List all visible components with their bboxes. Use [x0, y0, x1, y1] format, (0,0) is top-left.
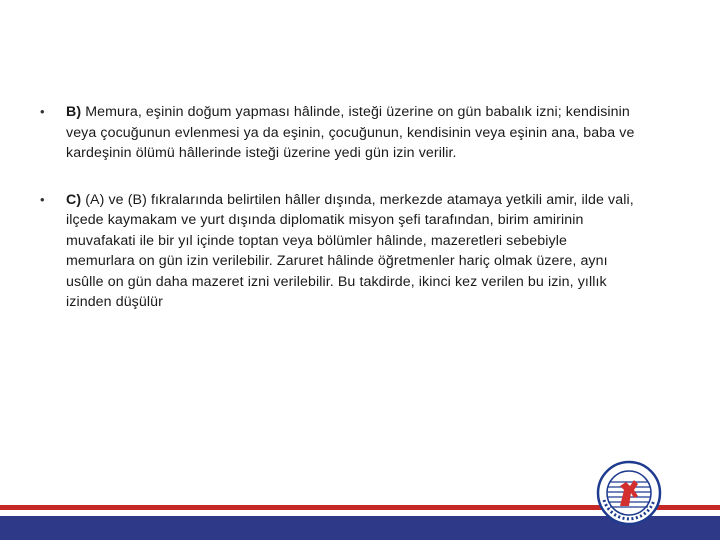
bullet-body: Memura, eşinin doğum yapması hâlinde, isteği üzerine on gün babalık izni; kendisinin veya çocuğunun evlenmesi ya da eşinin, çocuğunun, kendisinin veya eşinin ana, baba ve kardeşinin ölümü hâllerinde isteği üzerine yedi gün izin verilir.: [66, 104, 635, 161]
bullet-text: [66, 190, 636, 313]
bullet-body: (A) ve (B) fıkralarında belirtilen hâller dışında, merkezde atamaya yetkili amir, ilde vali, ilçede kaymakam ve yurt dışında diplomatik misyon şefi tarafından, birim amirinin muvafakati ile bir yıl içinde toptan veya bölümler hâlinde, mazeretleri sebebiyle memurlara on gün izin verilebilir. Zaruret hâlinde öğretmenler hariç olmak üzere, aynı usûlle on gün daha mazeret izni verilebilir. Bu takdirde, ikinci kez verilen bu izin, yıllık izinden düşülür: [66, 191, 634, 310]
bullet-item-b: [36, 102, 636, 164]
institution-seal-icon: [596, 460, 662, 526]
bullet-dot: •: [40, 104, 45, 119]
bullet-list: [36, 102, 636, 339]
bullet-dot: •: [40, 191, 45, 207]
bullet-lead: C): [66, 191, 82, 208]
bullet-text: [66, 102, 636, 164]
bullet-lead: B): [66, 104, 82, 120]
bullet-item-c: [36, 190, 636, 313]
